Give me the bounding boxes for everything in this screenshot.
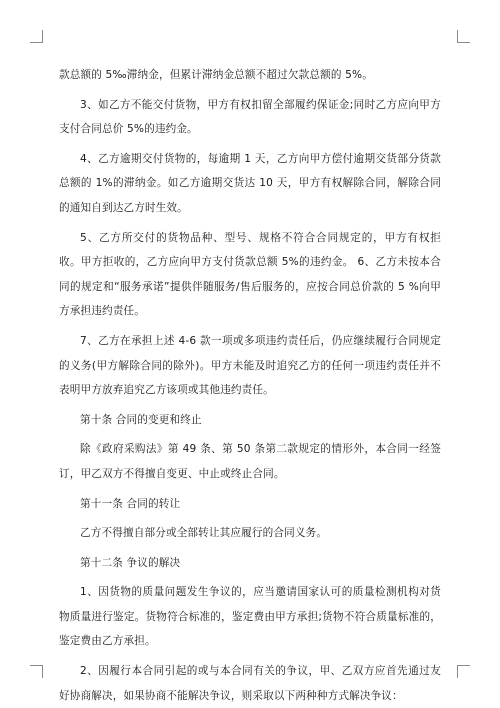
paragraph-article-12-item-1: 1、因货物的质量问题发生争议的，应当邀请国家认可的质量检测机构对货物质量进行鉴定。货物符合标准的，鉴定费由甲方承担;货物不符合质量标准的，鉴定费由乙方承担。 [59, 586, 441, 648]
paragraph-clause-3: 3、如乙方不能交付货物，甲方有权扣留全部履约保证金;同时乙方应向甲方支付合同总价 5%的违约金。 [59, 98, 441, 136]
paragraph-clause-4: 4、乙方逾期交付货物的，每逾期 1 天，乙方向甲方偿付逾期交货部分货款总额的 1%的滞纳金。如乙方逾期交货达 10 天，甲方有权解除合同，解除合同的通知自到达乙方时生效。 [59, 152, 441, 214]
paragraph-article-10-body: 除《政府采购法》第 49 条、第 50 条第二款规定的情形外，本合同一经签订，甲乙双方不得擅自变更、中止或终止合同。 [59, 443, 441, 480]
paragraph-clause-5-6: 5、乙方所交付的货物品种、型号、规格不符合合同规定的，甲方有权拒收。甲方拒收的，乙方应向甲方支付货款总额 5%的违约金。 6、乙方未按本合同的规定和“服务承诺”提供伴随服务/售后服务的，应按合同总价款的 5 %向甲方承担违约责任。 [59, 231, 441, 318]
document-body [59, 63, 441, 708]
paragraph-clause-7: 7、乙方在承担上述 4-6 款一项或多项违约责任后，仍应继续履行合同规定的义务(甲方解除合同的除外)。甲方未能及时追究乙方的任何一项违约责任并不表明甲方放弃追究乙方该项或其他违约责任。 [59, 334, 441, 397]
paragraph-article-11-body: 乙方不得擅自部分或全部转让其应履行的合同义务。 [80, 527, 328, 540]
section-heading-article-12: 第十二条 争议的解决 [80, 556, 181, 569]
paragraph-penalty-cap: 款总额的 5‰滞纳金，但累计滞纳金总额不超过欠款总额的 5%。 [59, 69, 373, 81]
section-heading-article-11: 第十一条 合同的转让 [80, 497, 181, 510]
crop-mark-top-right [457, 30, 470, 43]
paragraph-article-12-item-2: 2、因履行本合同引起的或与本合同有关的争议，甲、乙双方应首先通过友好协商解决，如果协商不能解决争议，则采取以下两种种方式解决争议： [59, 665, 441, 702]
section-heading-article-10: 第十条 合同的变更和终止 [80, 413, 202, 426]
crop-mark-bottom-right [457, 665, 470, 678]
crop-mark-bottom-left [30, 665, 43, 678]
crop-mark-top-left [30, 30, 43, 43]
